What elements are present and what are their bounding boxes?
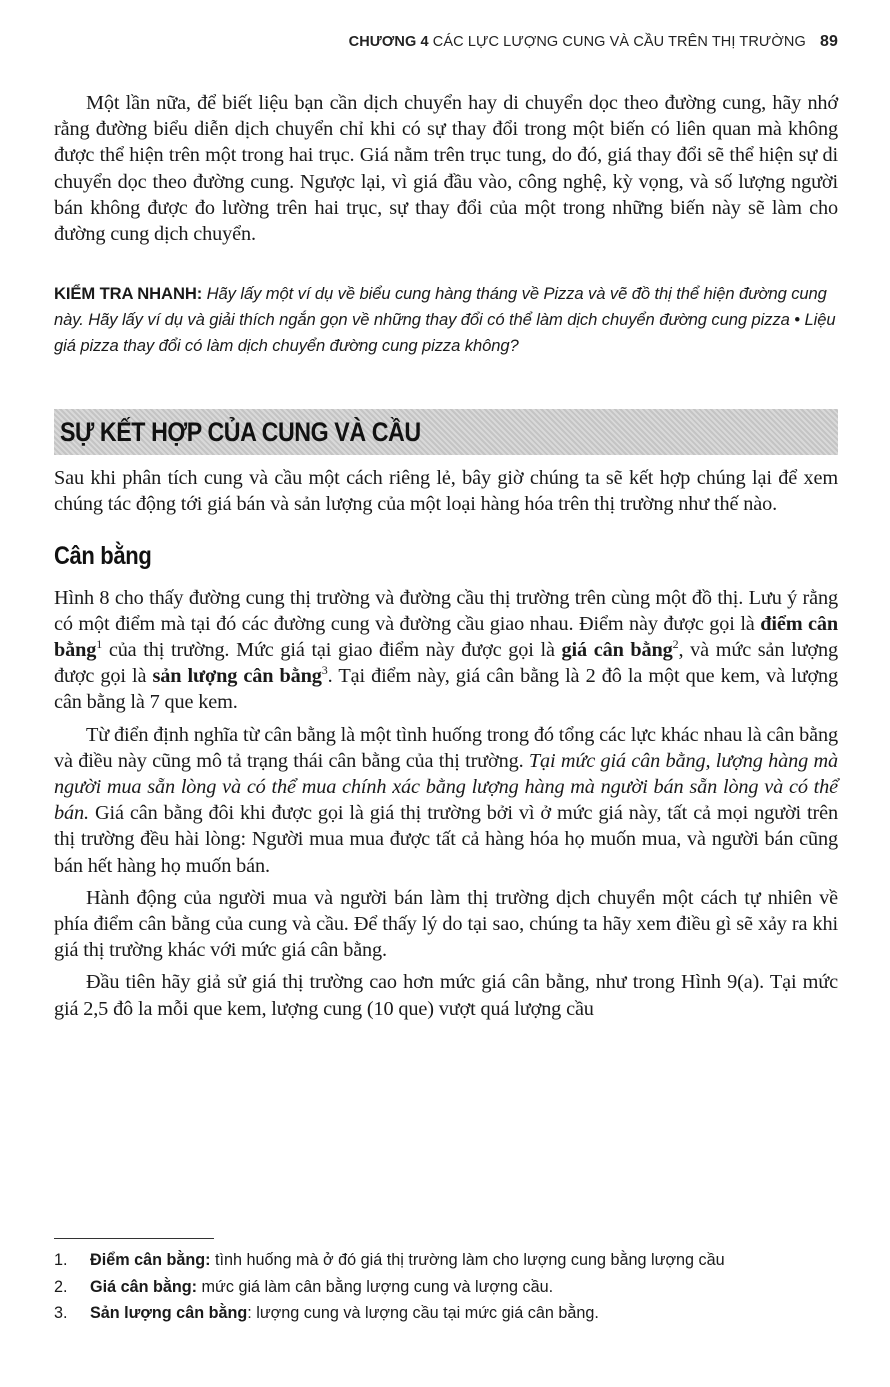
chapter-title: CÁC LỰC LƯỢNG CUNG VÀ CẦU TRÊN THỊ TRƯỜNG [432,34,806,50]
term-equilibrium-quantity: sản lượng cân bằng [152,665,322,688]
section-title: SỰ KẾT HỢP CỦA CUNG VÀ CẦU [60,416,421,447]
text-run: Giá cân bằng đôi khi được gọi là giá thị trường bởi vì ở mức giá này, tất cả mọi người trên thị trường đều hài lòng: Người mua mua được tất cả hàng hóa họ muốn mua, và người bán cũng bán hết hàng họ muốn bán. [54,802,838,877]
subsection-title: Cân bằng [54,541,152,570]
footnote-ref-1[interactable]: 1 [96,637,103,652]
footnote-item [54,1247,840,1274]
term-equilibrium-price: giá cân bằng [561,639,673,662]
paragraph-surplus: Đầu tiên hãy giả sử giá thị trường cao hơn mức giá cân bằng, như trong Hình 9(a). Tại mức giá 2,5 đô la mỗi que kem, lượng cung (10 que) vượt quá lượng cầu [54,971,838,1020]
footnote-item [54,1274,840,1301]
text-run: . Tại điểm này, giá cân bằng là 2 đô la một que kem, và lượng cân bằng là 7 que kem. [54,665,838,714]
footnote-term: Sản lượng cân bằng [90,1304,248,1322]
footnote-term: Giá cân bằng: [90,1277,198,1296]
footnote-ref-3[interactable]: 3 [321,663,328,678]
footnote-text: tình huống mà ở đó giá thị trường làm cho lượng cung bằng lượng cầu [210,1251,725,1269]
chapter-label: CHƯƠNG 4 [348,34,429,50]
footnote-text: mức giá làm cân bằng lượng cung và lượng cầu. [197,1277,554,1296]
page-body [54,90,838,1022]
footnote-ref-2[interactable]: 2 [672,637,679,652]
text-run: Từ điển định nghĩa từ cân bằng là một tình huống trong đó tổng các lực khác nhau là cân bằng và điều này cũng mô tả trạng thái cân bằng của thị trường. [54,723,838,772]
quick-check-text: Hãy lấy một ví dụ về biểu cung hàng tháng về Pizza và vẽ đồ thị thể hiện đường cung này. Hãy lấy ví dụ và giải thích ngắn gọn về những thay đổi có thể làm dịch chuyển đường cung pizza • Liệu giá pizza thay đổi có làm dịch chuyển đường cung pizza không? [54,284,836,356]
page-number: 89 [820,33,838,50]
text-run: Hình 8 cho thấy đường cung thị trường và đường cầu thị trường trên cùng một đồ thị. Lưu ý rằng có một điểm mà tại đó các đường cung và đường cầu giao nhau. Điểm này được gọi là [54,586,838,635]
text-run: của thị trường. Mức giá tại giao điểm này được gọi là [102,639,562,662]
footnotes [54,1247,840,1327]
footnote-item [54,1300,840,1327]
running-header [52,33,838,51]
section-intro: Sau khi phân tích cung và cầu một cách riêng lẻ, bây giờ chúng ta sẽ kết hợp chúng lại để xem chúng tác động tới giá bán và sản lượng của một loại hàng hóa trên thị trường như thế nào. [54,467,838,516]
paragraph-definition [54,722,838,879]
quick-check-box [54,281,838,359]
paragraph-supply-shift: Một lần nữa, để biết liệu bạn cần dịch chuyển hay di chuyển dọc theo đường cung, hãy nhớ rằng đường biểu diễn dịch chuyển chỉ khi có sự thay đổi trong một biến có liên quan mà không được thể hiện trên một trong hai trục. Giá nằm trên trục tung, do đó, giá thay đổi sẽ thể hiện sự di chuyển dọc theo đường cung. Ngược lại, vì giá đầu vào, công nghệ, kỳ vọng, và số lượng người bán không được đo lường trên hai trục, sự thay đổi của một trong những biến này sẽ làm cho đường cung dịch chuyển. [54,92,838,246]
text-run: , và mức sản lượng được gọi là [54,639,838,688]
footnote-text: : lượng cung và lượng cầu tại mức giá cân bằng. [247,1304,599,1322]
quick-check-label: KIỂM TRA NHANH: [54,284,203,304]
term-equilibrium: điểm cân bằng [54,612,838,662]
section-heading-bar [54,409,838,455]
paragraph-market-action: Hành động của người mua và người bán làm thị trường dịch chuyển một cách tự nhiên về phía điểm cân bằng của cung và cầu. Để thấy lý do tại sao, chúng ta hãy xem điều gì sẽ xảy ra khi giá thị trường khác với mức giá cân bằng. [54,886,838,962]
footnote-number: 3. [54,1304,68,1322]
footnote-number: 2. [54,1277,68,1296]
italic-definition: Tại mức giá cân bằng, lượng hàng mà người mua sẵn lòng và có thể mua chính xác bằng lượng hàng mà người bán sẵn lòng và có thể bán. [54,749,838,825]
footnote-term: Điểm cân bằng: [90,1251,211,1269]
footnote-divider [54,1238,214,1239]
paragraph-equilibrium [54,585,838,716]
footnote-number: 1. [54,1251,68,1269]
